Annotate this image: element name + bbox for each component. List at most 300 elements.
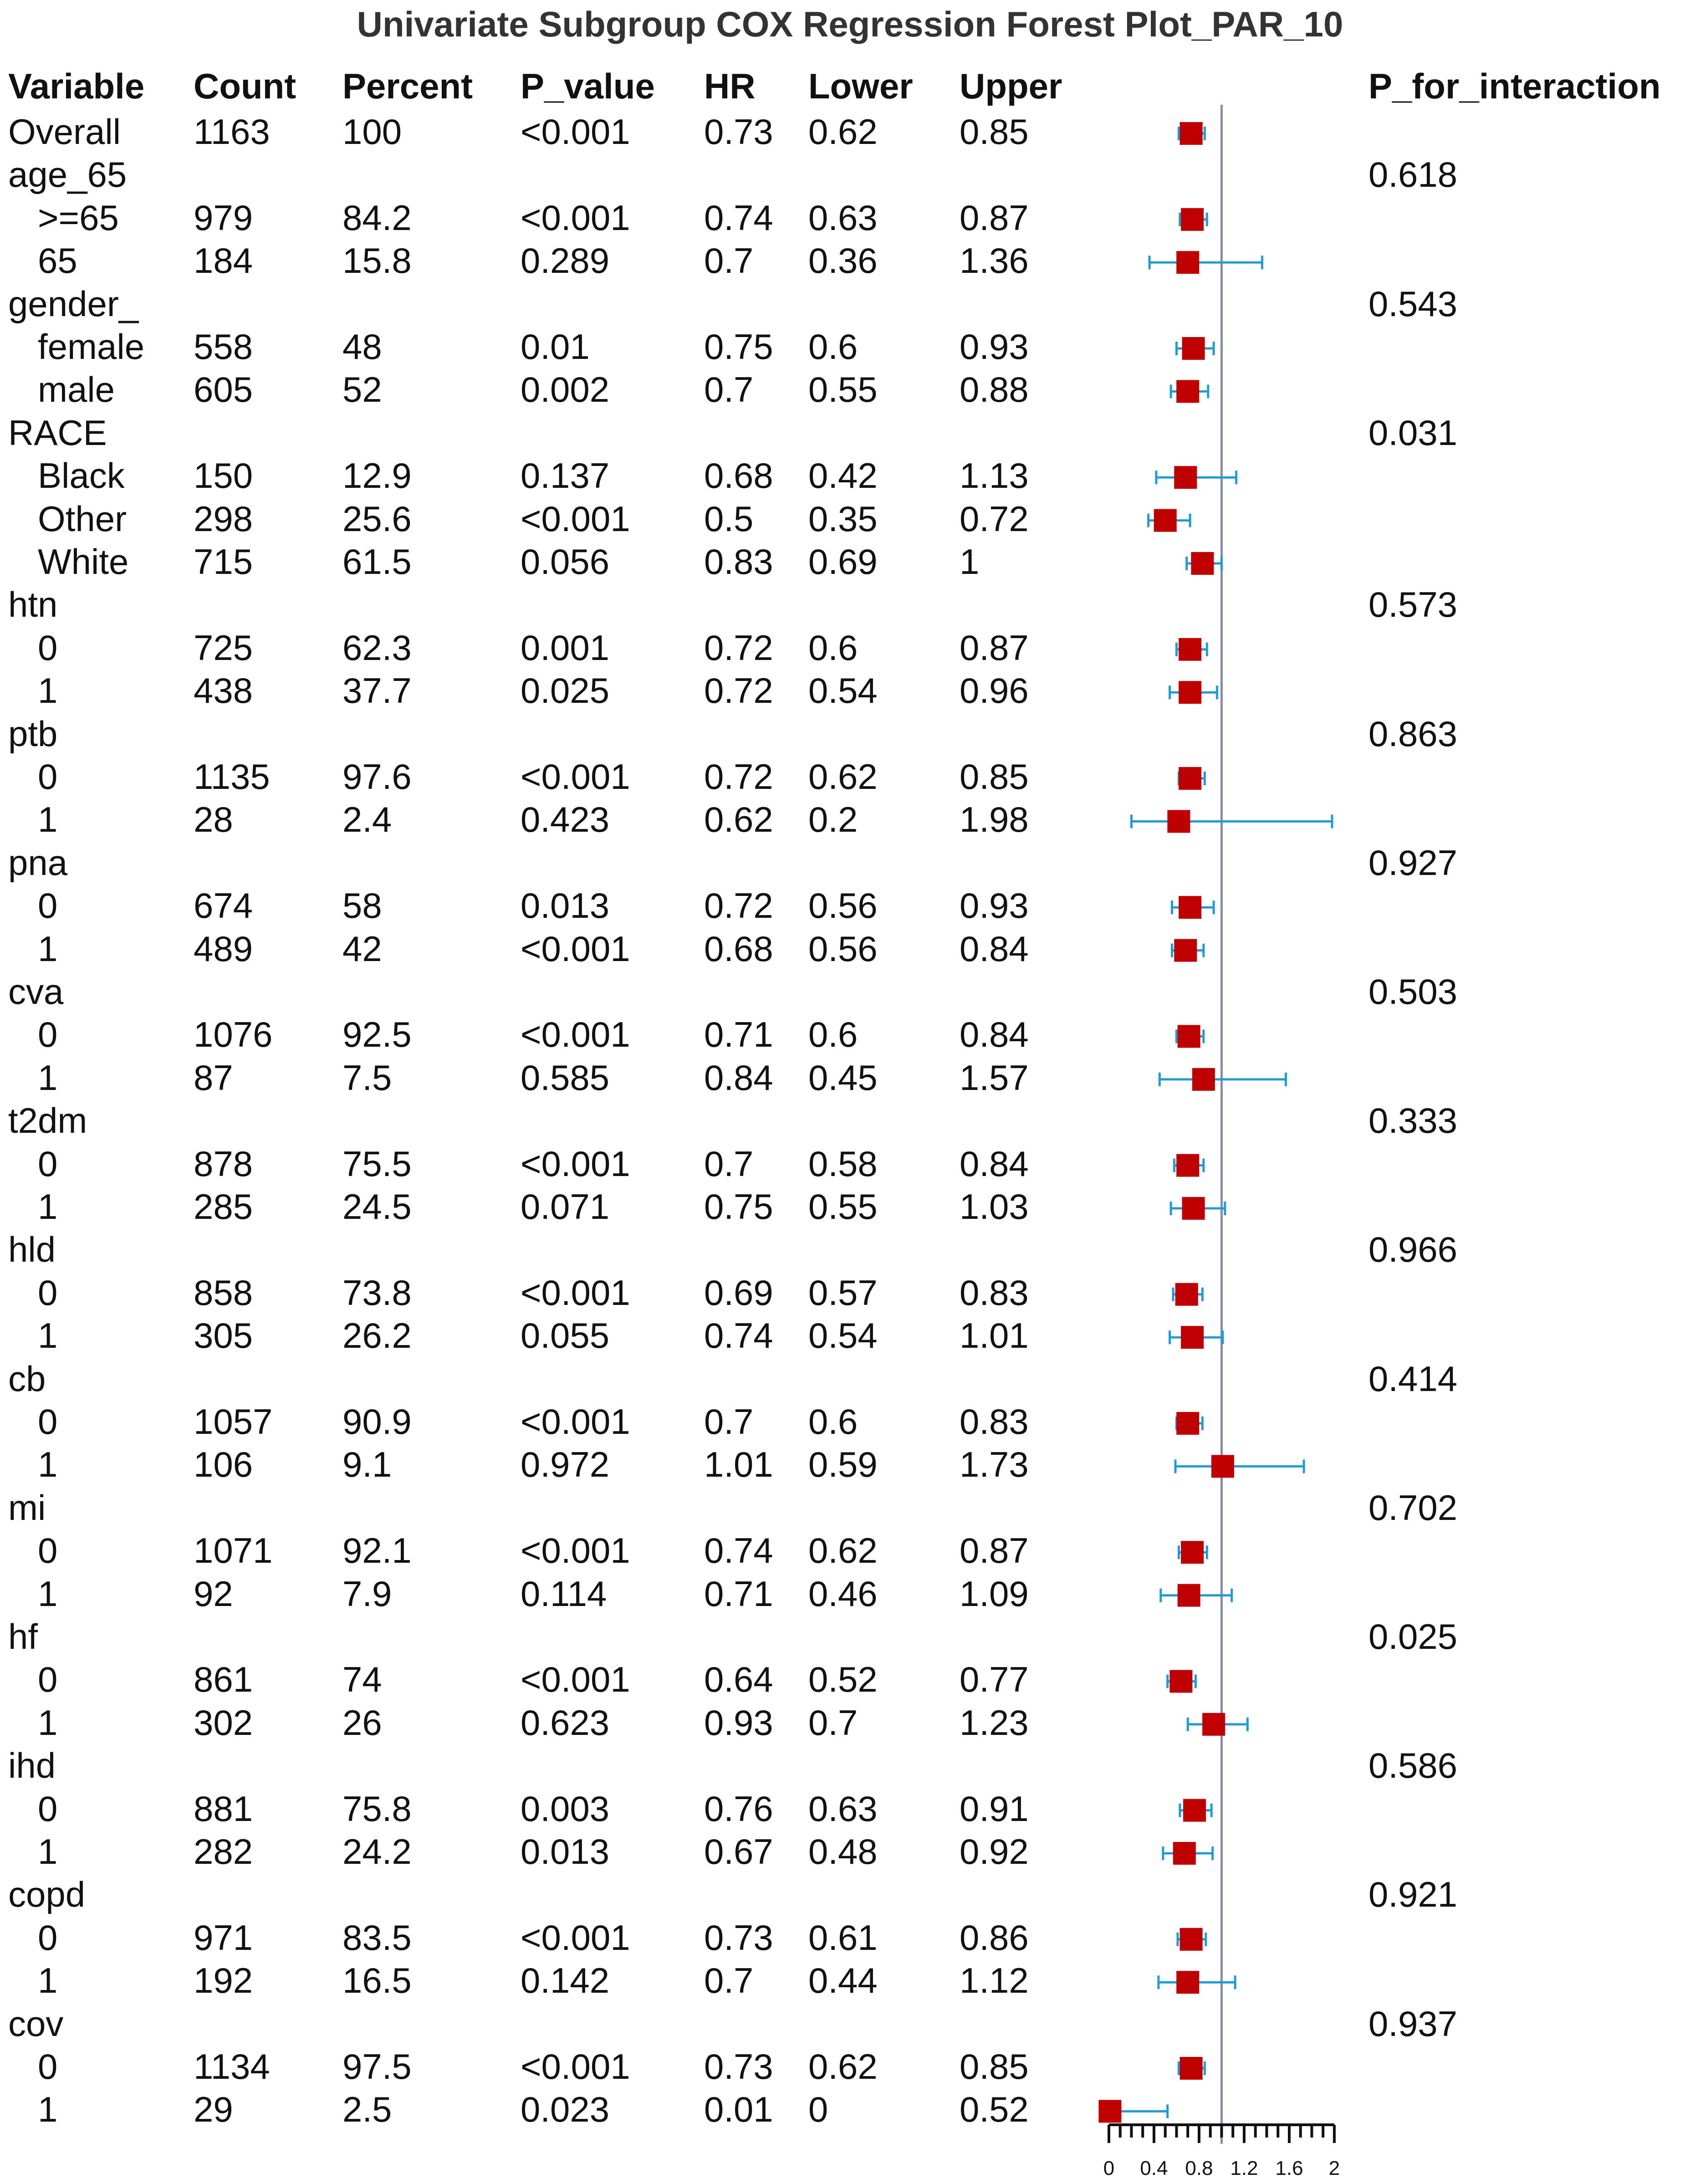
hr-point xyxy=(1180,122,1203,145)
table-cell: 0.966 xyxy=(1368,1229,1458,1270)
x-tick-label: 1.2 xyxy=(1230,2157,1258,2179)
row-label: 1 xyxy=(38,1960,58,2001)
table-cell: 0.56 xyxy=(808,885,878,926)
hr-point xyxy=(1175,1283,1198,1306)
table-cell: 97.6 xyxy=(342,757,412,797)
table-cell: 0.55 xyxy=(808,369,878,410)
table-cell: 0.01 xyxy=(521,327,590,367)
table-cell: 0.83 xyxy=(960,1401,1029,1442)
row-label: 1 xyxy=(38,928,58,969)
table-cell: 97.5 xyxy=(342,2046,412,2087)
table-cell: 0.69 xyxy=(704,1272,773,1313)
hr-point xyxy=(1154,509,1177,532)
table-cell: 0.2 xyxy=(808,799,858,840)
table-cell: 0.6 xyxy=(808,1014,858,1055)
row-label: gender_ xyxy=(8,283,139,324)
table-cell: 0.972 xyxy=(521,1444,610,1485)
table-cell: 878 xyxy=(194,1143,253,1184)
table-cell: <0.001 xyxy=(521,1530,630,1571)
column-header: Percent xyxy=(342,66,473,106)
table-cell: 1.23 xyxy=(960,1702,1029,1743)
table-cell: 29 xyxy=(194,2089,233,2130)
hr-point xyxy=(1167,810,1190,833)
hr-point xyxy=(1181,208,1204,231)
table-cell: 1071 xyxy=(194,1530,273,1571)
column-header: Variable xyxy=(8,66,145,106)
table-cell: 1076 xyxy=(194,1014,273,1055)
table-cell: 52 xyxy=(342,369,382,410)
row-label: 1 xyxy=(38,1444,58,1485)
table-cell: <0.001 xyxy=(521,1401,630,1442)
hr-point xyxy=(1182,337,1205,360)
table-cell: 0.88 xyxy=(960,369,1029,410)
table-cell: <0.001 xyxy=(521,112,630,152)
row-label: t2dm xyxy=(8,1100,87,1141)
table-cell: <0.001 xyxy=(521,1917,630,1958)
table-cell: 106 xyxy=(194,1444,253,1485)
table-cell: 0.93 xyxy=(704,1702,773,1743)
table-cell: 7.5 xyxy=(342,1057,392,1098)
table-cell: 861 xyxy=(194,1659,253,1700)
row-label: 0 xyxy=(38,1788,58,1829)
table-cell: 0.55 xyxy=(808,1187,878,1227)
row-label: 1 xyxy=(38,670,58,711)
table-cell: 0.586 xyxy=(1368,1745,1458,1786)
table-cell: 73.8 xyxy=(342,1272,412,1313)
table-cell: 0.59 xyxy=(808,1444,878,1485)
hr-point xyxy=(1098,2100,1121,2123)
table-cell: 0.921 xyxy=(1368,1874,1458,1915)
table-cell: 0.74 xyxy=(704,1530,773,1571)
table-cell: 0.85 xyxy=(960,2046,1029,2087)
table-cell: 0.57 xyxy=(808,1272,878,1313)
table-cell: 0.414 xyxy=(1368,1358,1458,1399)
table-cell: <0.001 xyxy=(521,1014,630,1055)
hr-point xyxy=(1180,1928,1203,1951)
table-cell: 674 xyxy=(194,885,253,926)
table-cell: 715 xyxy=(194,542,253,582)
row-label: 0 xyxy=(38,1014,58,1055)
table-cell: 1134 xyxy=(194,2046,270,2087)
table-cell: 489 xyxy=(194,928,253,969)
row-label: 0 xyxy=(38,1917,58,1958)
table-cell: 1 xyxy=(960,542,980,582)
table-cell: 87 xyxy=(194,1057,233,1098)
table-cell: 605 xyxy=(194,369,253,410)
table-cell: 0.002 xyxy=(521,369,610,410)
table-cell: 0.7 xyxy=(808,1702,858,1743)
table-cell: 0.62 xyxy=(808,1530,878,1571)
row-label: 0 xyxy=(38,2046,58,2087)
table-cell: 0.93 xyxy=(960,327,1029,367)
table-cell: 2.5 xyxy=(342,2089,392,2130)
table-cell: 2.4 xyxy=(342,799,392,840)
table-cell: 285 xyxy=(194,1187,253,1227)
table-cell: 0.73 xyxy=(704,1917,773,1958)
row-label: 65 xyxy=(38,240,77,281)
row-label: 0 xyxy=(38,757,58,797)
table-cell: 0.42 xyxy=(808,455,878,496)
row-label: 1 xyxy=(38,1187,58,1227)
hr-point xyxy=(1178,1584,1200,1607)
table-cell: 1.73 xyxy=(960,1444,1029,1485)
table-cell: 0.85 xyxy=(960,757,1029,797)
table-cell: 0.423 xyxy=(521,799,610,840)
table-cell: 12.9 xyxy=(342,455,412,496)
table-cell: 0.6 xyxy=(808,327,858,367)
table-cell: 1.01 xyxy=(704,1444,773,1485)
row-label: 0 xyxy=(38,1143,58,1184)
table-cell: 0.84 xyxy=(704,1057,773,1098)
table-cell: 150 xyxy=(194,455,253,496)
table-cell: 0.5 xyxy=(704,498,754,539)
table-cell: 92 xyxy=(194,1573,233,1614)
hr-point xyxy=(1181,1541,1204,1564)
table-cell: 0.543 xyxy=(1368,283,1458,324)
table-cell: 0.84 xyxy=(960,1143,1029,1184)
table-cell: 0.013 xyxy=(521,885,610,926)
table-cell: 298 xyxy=(194,498,253,539)
row-label: 0 xyxy=(38,1530,58,1571)
table-cell: 0.01 xyxy=(704,2089,773,2130)
row-label: Other xyxy=(38,498,127,539)
table-cell: 0.84 xyxy=(960,928,1029,969)
table-cell: 0.937 xyxy=(1368,2003,1458,2044)
table-cell: 0.87 xyxy=(960,197,1029,238)
table-cell: 1.57 xyxy=(960,1057,1029,1098)
table-cell: 48 xyxy=(342,327,382,367)
table-cell: 0.7 xyxy=(704,1143,754,1184)
x-tick-label: 0 xyxy=(1103,2157,1115,2179)
table-cell: 0 xyxy=(808,2089,828,2130)
table-cell: <0.001 xyxy=(521,1272,630,1313)
table-cell: 1.98 xyxy=(960,799,1029,840)
table-cell: 0.863 xyxy=(1368,713,1458,754)
table-cell: 0.702 xyxy=(1368,1487,1458,1528)
table-cell: 1.03 xyxy=(960,1187,1029,1227)
table-cell: 0.85 xyxy=(960,112,1029,152)
row-label: mi xyxy=(8,1487,46,1528)
row-label: age_65 xyxy=(8,154,127,195)
row-label: 1 xyxy=(38,1057,58,1098)
hr-point xyxy=(1179,767,1201,790)
table-cell: 0.64 xyxy=(704,1659,773,1700)
hr-point xyxy=(1182,1197,1205,1220)
table-cell: 62.3 xyxy=(342,627,412,668)
table-cell: 0.75 xyxy=(704,327,773,367)
hr-point xyxy=(1211,1455,1234,1478)
row-label: hld xyxy=(8,1229,56,1270)
hr-point xyxy=(1176,1971,1199,1994)
table-cell: 282 xyxy=(194,1831,253,1872)
table-cell: 42 xyxy=(342,928,382,969)
row-label: Black xyxy=(38,455,125,496)
table-cell: 1057 xyxy=(194,1401,273,1442)
hr-point xyxy=(1176,1154,1199,1177)
table-cell: 0.69 xyxy=(808,542,878,582)
table-cell: 74 xyxy=(342,1659,382,1700)
table-cell: 28 xyxy=(194,799,233,840)
table-cell: 0.72 xyxy=(704,885,773,926)
hr-point xyxy=(1173,1842,1196,1865)
table-cell: 0.031 xyxy=(1368,412,1458,453)
table-cell: 0.7 xyxy=(704,369,754,410)
row-label: 0 xyxy=(38,627,58,668)
table-cell: 305 xyxy=(194,1315,253,1356)
row-label: hf xyxy=(8,1616,38,1657)
table-cell: 0.87 xyxy=(960,1530,1029,1571)
table-cell: 0.503 xyxy=(1368,972,1458,1012)
table-cell: 0.055 xyxy=(521,1315,610,1356)
table-cell: 858 xyxy=(194,1272,253,1313)
hr-point xyxy=(1176,1412,1199,1435)
hr-point xyxy=(1192,1068,1215,1091)
table-cell: 0.76 xyxy=(704,1788,773,1829)
table-cell: 438 xyxy=(194,670,253,711)
x-tick-label: 0.8 xyxy=(1185,2157,1213,2179)
row-label: 1 xyxy=(38,1702,58,1743)
table-cell: 0.927 xyxy=(1368,842,1458,883)
hr-point xyxy=(1181,1326,1204,1349)
row-label: 0 xyxy=(38,1272,58,1313)
x-tick-label: 2 xyxy=(1328,2157,1340,2179)
row-label: ihd xyxy=(8,1745,56,1786)
table-cell: 0.71 xyxy=(704,1014,773,1055)
table-cell: 24.5 xyxy=(342,1187,412,1227)
table-cell: 0.46 xyxy=(808,1573,878,1614)
table-cell: 0.87 xyxy=(960,627,1029,668)
table-cell: 1.12 xyxy=(960,1960,1029,2001)
table-cell: 0.74 xyxy=(704,1315,773,1356)
hr-point xyxy=(1179,681,1201,704)
table-cell: 0.7 xyxy=(704,240,754,281)
table-cell: 0.73 xyxy=(704,112,773,152)
table-cell: 0.67 xyxy=(704,1831,773,1872)
table-cell: 0.623 xyxy=(521,1702,610,1743)
chart-title: Univariate Subgroup COX Regression Forest Plot_PAR_10 xyxy=(357,4,1343,44)
table-cell: 0.48 xyxy=(808,1831,878,1872)
table-cell: 75.8 xyxy=(342,1788,412,1829)
table-cell: 971 xyxy=(194,1917,253,1958)
table-cell: 0.52 xyxy=(808,1659,878,1700)
table-cell: 0.86 xyxy=(960,1917,1029,1958)
table-cell: 58 xyxy=(342,885,382,926)
table-cell: 0.7 xyxy=(704,1960,754,2001)
table-cell: 0.44 xyxy=(808,1960,878,2001)
column-header: P_value xyxy=(521,66,655,106)
table-cell: 0.62 xyxy=(808,2046,878,2087)
table-cell: <0.001 xyxy=(521,498,630,539)
table-cell: <0.001 xyxy=(521,757,630,797)
row-label: pna xyxy=(8,842,68,883)
table-cell: 184 xyxy=(194,240,253,281)
table-cell: 90.9 xyxy=(342,1401,412,1442)
row-label: cb xyxy=(8,1358,46,1399)
table-cell: 0.618 xyxy=(1368,154,1458,195)
row-label: Overall xyxy=(8,112,121,152)
table-cell: 0.58 xyxy=(808,1143,878,1184)
table-cell: 0.7 xyxy=(704,1401,754,1442)
table-cell: 0.585 xyxy=(521,1057,610,1098)
table-cell: 0.91 xyxy=(960,1788,1029,1829)
table-cell: 83.5 xyxy=(342,1917,412,1958)
table-cell: 7.9 xyxy=(342,1573,392,1614)
table-cell: 0.73 xyxy=(704,2046,773,2087)
table-cell: 0.84 xyxy=(960,1014,1029,1055)
table-cell: 1163 xyxy=(194,112,270,152)
hr-point xyxy=(1202,1713,1225,1736)
table-cell: 0.92 xyxy=(960,1831,1029,1872)
table-cell: 0.77 xyxy=(960,1659,1029,1700)
hr-point xyxy=(1174,939,1197,962)
table-cell: 0.63 xyxy=(808,197,878,238)
x-tick-label: 0.4 xyxy=(1140,2157,1168,2179)
table-cell: 0.137 xyxy=(521,455,610,496)
table-cell: 0.35 xyxy=(808,498,878,539)
table-cell: 0.54 xyxy=(808,670,878,711)
hr-point xyxy=(1191,552,1214,575)
table-cell: 0.68 xyxy=(704,928,773,969)
table-cell: 84.2 xyxy=(342,197,412,238)
table-cell: 0.025 xyxy=(1368,1616,1458,1657)
table-cell: 0.54 xyxy=(808,1315,878,1356)
row-label: ptb xyxy=(8,713,58,754)
hr-point xyxy=(1174,466,1197,489)
table-cell: 0.96 xyxy=(960,670,1029,711)
table-cell: 725 xyxy=(194,627,253,668)
table-cell: 26 xyxy=(342,1702,382,1743)
table-cell: 92.5 xyxy=(342,1014,412,1055)
column-header: Upper xyxy=(960,66,1062,106)
table-cell: 0.142 xyxy=(521,1960,610,2001)
hr-point xyxy=(1176,251,1199,274)
table-cell: 0.36 xyxy=(808,240,878,281)
table-cell: <0.001 xyxy=(521,928,630,969)
row-label: cva xyxy=(8,972,64,1012)
row-label: male xyxy=(38,369,115,410)
table-cell: 25.6 xyxy=(342,498,412,539)
table-cell: 0.573 xyxy=(1368,584,1458,625)
x-tick-label: 1.6 xyxy=(1275,2157,1303,2179)
table-cell: 0.6 xyxy=(808,1401,858,1442)
table-cell: 0.72 xyxy=(704,757,773,797)
table-cell: 0.83 xyxy=(960,1272,1029,1313)
table-cell: 1.01 xyxy=(960,1315,1029,1356)
row-label: 0 xyxy=(38,1401,58,1442)
table-cell: 1135 xyxy=(194,757,270,797)
table-cell: 0.62 xyxy=(704,799,773,840)
table-cell: 0.68 xyxy=(704,455,773,496)
table-cell: 0.023 xyxy=(521,2089,610,2130)
table-cell: 75.5 xyxy=(342,1143,412,1184)
table-cell: 0.83 xyxy=(704,542,773,582)
column-header: HR xyxy=(704,66,756,106)
table-cell: 15.8 xyxy=(342,240,412,281)
table-cell: 302 xyxy=(194,1702,253,1743)
table-cell: 61.5 xyxy=(342,542,412,582)
table-cell: 0.62 xyxy=(808,757,878,797)
table-cell: 0.62 xyxy=(808,112,878,152)
table-cell: 0.61 xyxy=(808,1917,878,1958)
table-cell: 0.74 xyxy=(704,197,773,238)
table-cell: 0.056 xyxy=(521,542,610,582)
table-cell: 0.45 xyxy=(808,1057,878,1098)
table-cell: 1.09 xyxy=(960,1573,1029,1614)
table-cell: 0.333 xyxy=(1368,1100,1458,1141)
table-cell: 0.72 xyxy=(704,670,773,711)
table-cell: 0.025 xyxy=(521,670,610,711)
table-cell: 192 xyxy=(194,1960,253,2001)
row-label: 1 xyxy=(38,1315,58,1356)
table-cell: 0.001 xyxy=(521,627,610,668)
table-cell: 37.7 xyxy=(342,670,412,711)
row-label: 0 xyxy=(38,885,58,926)
hr-point xyxy=(1178,1025,1200,1048)
table-cell: 0.003 xyxy=(521,1788,610,1829)
row-label: RACE xyxy=(8,412,107,453)
hr-point xyxy=(1176,380,1199,403)
hr-point xyxy=(1179,896,1201,919)
hr-point xyxy=(1183,1799,1206,1822)
hr-point xyxy=(1169,1670,1192,1693)
column-header: Count xyxy=(194,66,296,106)
row-label: 1 xyxy=(38,1831,58,1872)
table-cell: <0.001 xyxy=(521,1143,630,1184)
table-cell: 1.36 xyxy=(960,240,1029,281)
row-label: 1 xyxy=(38,1573,58,1614)
table-cell: 0.63 xyxy=(808,1788,878,1829)
table-cell: 0.114 xyxy=(521,1573,607,1614)
table-cell: 1.13 xyxy=(960,455,1029,496)
row-label: 0 xyxy=(38,1659,58,1700)
table-cell: 9.1 xyxy=(342,1444,392,1485)
table-cell: 100 xyxy=(342,112,402,152)
table-cell: 0.72 xyxy=(704,627,773,668)
table-cell: 0.75 xyxy=(704,1187,773,1227)
row-label: >=65 xyxy=(38,197,119,238)
row-label: htn xyxy=(8,584,58,625)
table-cell: 0.93 xyxy=(960,885,1029,926)
table-cell: 24.2 xyxy=(342,1831,412,1872)
table-cell: <0.001 xyxy=(521,1659,630,1700)
table-cell: 0.71 xyxy=(704,1573,773,1614)
table-cell: 979 xyxy=(194,197,253,238)
column-header: Lower xyxy=(808,66,913,106)
row-label: female xyxy=(38,327,145,367)
table-cell: 0.52 xyxy=(960,2089,1029,2130)
table-cell: 0.6 xyxy=(808,627,858,668)
row-label: 1 xyxy=(38,799,58,840)
table-cell: 0.071 xyxy=(521,1187,610,1227)
table-cell: 16.5 xyxy=(342,1960,412,2001)
hr-point xyxy=(1180,2057,1203,2080)
table-cell: 0.72 xyxy=(960,498,1029,539)
table-cell: 0.289 xyxy=(521,240,610,281)
table-cell: 92.1 xyxy=(342,1530,412,1571)
hr-point xyxy=(1179,638,1201,661)
table-cell: 0.013 xyxy=(521,1831,610,1872)
row-label: copd xyxy=(8,1874,86,1915)
table-cell: 0.56 xyxy=(808,928,878,969)
table-cell: <0.001 xyxy=(521,2046,630,2087)
row-label: White xyxy=(38,542,129,582)
table-cell: <0.001 xyxy=(521,197,630,238)
row-label: 1 xyxy=(38,2089,58,2130)
table-cell: 881 xyxy=(194,1788,253,1829)
table-cell: 558 xyxy=(194,327,253,367)
column-header: P_for_interaction xyxy=(1368,66,1661,106)
table-cell: 26.2 xyxy=(342,1315,412,1356)
